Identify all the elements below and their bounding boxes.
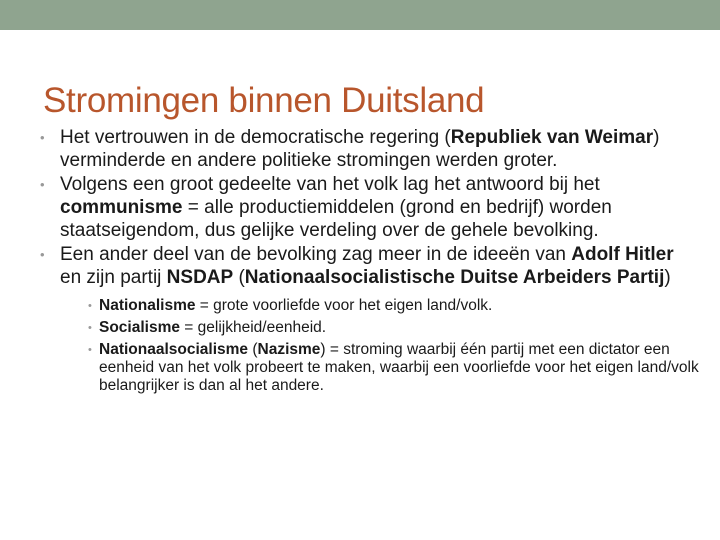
keyword-party-name: Nationaalsocialistische Duitse Arbeiders Partij — [244, 267, 665, 288]
bullet-text: ( — [233, 267, 245, 288]
sub-bullet-socialisme — [60, 319, 700, 337]
bullet-icon: • — [88, 300, 92, 312]
sub-bullet-list — [60, 297, 700, 395]
bullet-communisme — [40, 173, 700, 242]
keyword-nationaalsocialisme: Nationaalsocialisme — [99, 341, 249, 358]
bullet-icon: • — [40, 130, 45, 145]
bullet-text: = alle productiemiddelen (grond en bedrijf) worden staatseigendom, dus gelijke verdeling over de gehele bevolking. — [60, 197, 612, 241]
keyword-nationalisme: Nationalisme — [99, 297, 196, 314]
sub-bullet-text: = gelijkheid/eenheid. — [180, 319, 327, 336]
keyword-republiek: Republiek van Weimar — [450, 127, 654, 148]
bullet-text: ) verminderde en andere politieke stromingen werden groter. — [60, 127, 660, 171]
bullet-icon: • — [40, 177, 45, 192]
keyword-nazisme: Nazisme — [257, 341, 321, 358]
keyword-nsdap: NSDAP — [166, 267, 234, 288]
slide-body — [40, 126, 700, 399]
slide-title: Stromingen binnen Duitsland — [43, 81, 485, 121]
keyword-communisme: communisme — [60, 197, 183, 218]
sub-bullet-text: ( — [248, 341, 258, 358]
bullet-text: Het vertrouwen in de democratische regering ( — [60, 127, 451, 148]
bullet-icon: • — [40, 247, 45, 262]
sub-bullet-nationalisme — [60, 297, 700, 315]
bullet-icon: • — [88, 322, 92, 334]
bullet-text: en zijn partij — [60, 267, 167, 288]
bullet-nsdap — [40, 243, 700, 395]
sub-bullet-text: ) = stroming waarbij één partij met een dictator een eenheid van het volk probeert te maken, waarbij een voorliefde voor het eigen land/volk belangrijker is dan al het andere. — [99, 341, 699, 394]
keyword-socialisme: Socialisme — [99, 319, 180, 336]
top-accent-bar — [0, 0, 720, 30]
bullet-text: ) — [664, 267, 671, 288]
bullet-text: Volgens een groot gedeelte van het volk lag het antwoord bij het — [60, 174, 600, 195]
bullet-weimar — [40, 126, 700, 172]
sub-bullet-nationaalsocialisme — [60, 341, 700, 395]
keyword-hitler: Adolf Hitler — [571, 244, 674, 265]
bullet-icon: • — [88, 344, 92, 356]
bullet-text: Een ander deel van de bevolking zag meer in de ideeën van — [60, 244, 572, 265]
sub-bullet-text: = grote voorliefde voor het eigen land/volk. — [195, 297, 493, 314]
